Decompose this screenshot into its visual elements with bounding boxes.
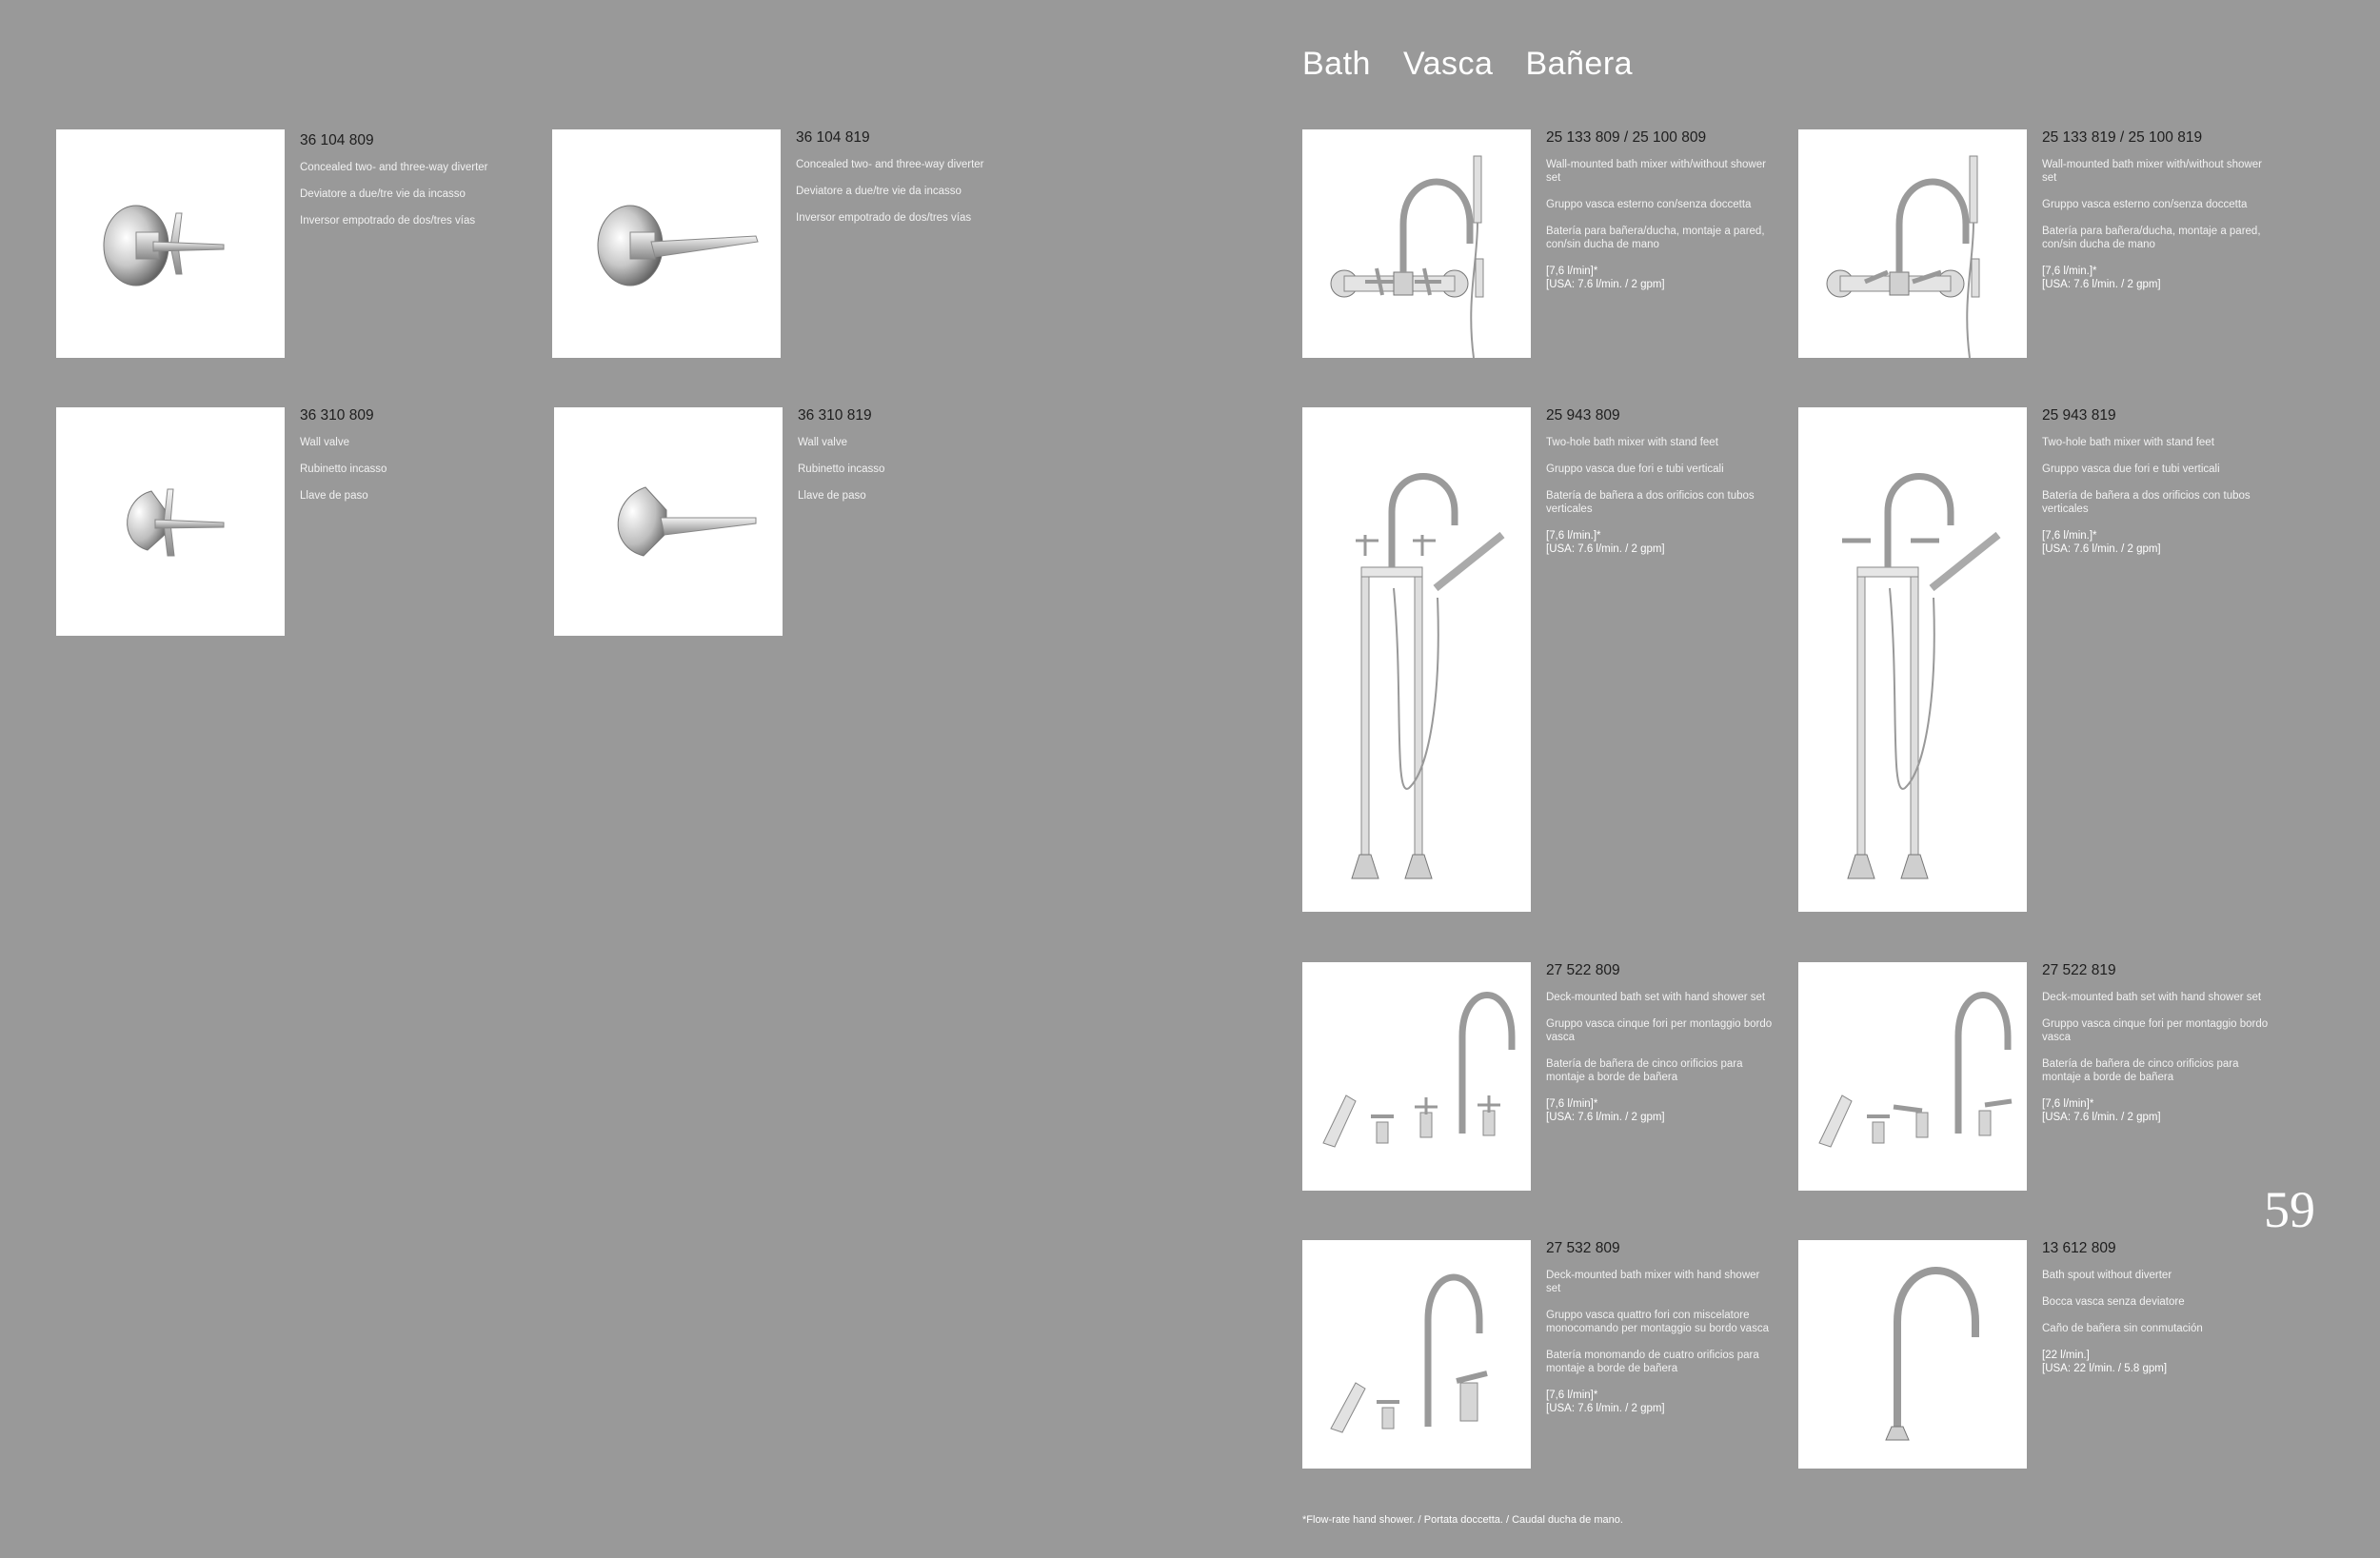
deck-bath-set-lever-icon <box>1798 962 2027 1191</box>
product-code: 27 522 819 <box>2042 962 2116 978</box>
description-spanish: Batería de bañera a dos orificios con tubos verticales <box>1546 490 1755 515</box>
flow-rate-usa: [USA: 7.6 l/min. / 2 gpm] <box>2042 543 2161 555</box>
description-spanish: Batería de bañera a dos orificios con tubos verticales <box>2042 490 2251 515</box>
description-english: Deck-mounted bath mixer with hand shower set <box>1546 1270 1760 1294</box>
product-code: 25 133 809 / 25 100 809 <box>1546 129 1707 146</box>
flow-rate-metric: [7,6 l/min]* <box>1546 1390 1598 1401</box>
freestanding-bath-mixer-lever-icon <box>1798 407 2027 912</box>
flow-rate <box>1546 1389 1775 1415</box>
flow-rate-metric: [7,6 l/min.]* <box>2042 530 2097 542</box>
flow-rate-usa: [USA: 22 l/min. / 5.8 gpm] <box>2042 1363 2168 1374</box>
description-spanish: Batería monomando de cuatro orificios para montaje a borde de bañera <box>1546 1350 1759 1374</box>
flow-rate-usa: [USA: 7.6 l/min. / 2 gpm] <box>1546 1403 1665 1414</box>
description-italian: Gruppo vasca quattro fori con miscelatore monocomando per montaggio su bordo vasca <box>1546 1310 1769 1334</box>
description-italian: Rubinetto incasso <box>798 463 885 475</box>
description-italian: Gruppo vasca esterno con/senza doccetta <box>2042 199 2248 210</box>
deck-bath-set-cross-icon <box>1302 962 1531 1191</box>
flow-rate-usa: [USA: 7.6 l/min. / 2 gpm] <box>1546 543 1665 555</box>
description-italian: Bocca vasca senza deviatore <box>2042 1296 2185 1308</box>
description-english: Wall valve <box>300 437 349 448</box>
flow-rate <box>2042 1349 2271 1375</box>
page-number: 59 <box>2264 1181 2315 1238</box>
description-spanish: Llave de paso <box>300 490 368 502</box>
flow-rate-usa: [USA: 7.6 l/min. / 2 gpm] <box>1546 279 1665 290</box>
product-code: 36 104 809 <box>300 132 374 148</box>
flow-rate-metric: [7,6 l/min.]* <box>2042 266 2097 277</box>
footnote: *Flow-rate hand shower. / Portata doccetta. / Caudal ducha de mano. <box>1302 1514 1623 1526</box>
flow-rate-metric: [7,6 l/min]* <box>1546 1098 1598 1110</box>
description-italian: Gruppo vasca due fori e tubi verticali <box>1546 463 1724 475</box>
diverter-lever-handle-icon <box>552 129 781 358</box>
flow-rate-metric: [7,6 l/min]* <box>1546 266 1598 277</box>
flow-rate <box>1546 529 1775 556</box>
description-english: Two-hole bath mixer with stand feet <box>2042 437 2214 448</box>
description-spanish: Inversor empotrado de dos/tres vías <box>300 215 476 227</box>
description-english: Wall valve <box>798 437 847 448</box>
freestanding-bath-mixer-cross-icon <box>1302 407 1531 912</box>
title-english: Bath <box>1302 46 1371 82</box>
title-spanish: Bañera <box>1525 46 1634 82</box>
description-italian: Rubinetto incasso <box>300 463 387 475</box>
deck-bath-mixer-single-lever-icon <box>1302 1240 1531 1469</box>
flow-rate <box>2042 1097 2271 1124</box>
page-title <box>1302 46 1665 83</box>
flow-rate <box>2042 265 2271 291</box>
description-italian: Gruppo vasca due fori e tubi verticali <box>2042 463 2220 475</box>
description-english: Concealed two- and three-way diverter <box>300 162 488 173</box>
product-code: 25 943 809 <box>1546 407 1620 424</box>
description-italian: Gruppo vasca cinque fori per montaggio bordo vasca <box>1546 1018 1773 1043</box>
description-spanish: Caño de bañera sin conmutación <box>2042 1323 2203 1334</box>
description-english: Concealed two- and three-way diverter <box>796 159 984 170</box>
flow-rate-metric: [7,6 l/min.]* <box>1546 530 1601 542</box>
description-italian: Deviatore a due/tre vie da incasso <box>796 186 962 197</box>
bath-spout-icon <box>1798 1240 2027 1469</box>
description-spanish: Llave de paso <box>798 490 866 502</box>
product-code: 27 532 809 <box>1546 1240 1620 1256</box>
product-code: 25 943 819 <box>2042 407 2116 424</box>
wall-valve-cross-handle-icon <box>56 407 285 636</box>
description-english: Bath spout without diverter <box>2042 1270 2172 1281</box>
wall-bath-mixer-lever-icon <box>1798 129 2027 358</box>
description-spanish: Batería para bañera/ducha, montaje a pared, con/sin ducha de mano <box>2042 226 2261 250</box>
product-code: 36 310 819 <box>798 407 872 424</box>
flow-rate-usa: [USA: 7.6 l/min. / 2 gpm] <box>1546 1112 1665 1123</box>
description-english: Deck-mounted bath set with hand shower set <box>2042 992 2262 1003</box>
flow-rate <box>1546 1097 1775 1124</box>
description-spanish: Batería para bañera/ducha, montaje a pared, con/sin ducha de mano <box>1546 226 1765 250</box>
title-italian: Vasca <box>1402 46 1494 82</box>
product-code: 27 522 809 <box>1546 962 1620 978</box>
wall-valve-lever-handle-icon <box>554 407 783 636</box>
description-english: Deck-mounted bath set with hand shower set <box>1546 992 1766 1003</box>
product-code: 36 104 819 <box>796 129 870 146</box>
description-italian: Gruppo vasca esterno con/senza doccetta <box>1546 199 1752 210</box>
flow-rate-metric: [7,6 l/min]* <box>2042 1098 2094 1110</box>
flow-rate-metric: [22 l/min.] <box>2042 1350 2090 1361</box>
description-spanish: Inversor empotrado de dos/tres vías <box>796 212 972 224</box>
description-italian: Deviatore a due/tre vie da incasso <box>300 188 466 200</box>
description-spanish: Batería de bañera de cinco orificios para montaje a borde de bañera <box>1546 1058 1743 1083</box>
description-english: Wall-mounted bath mixer with/without shower set <box>2042 159 2262 184</box>
description-italian: Gruppo vasca cinque fori per montaggio bordo vasca <box>2042 1018 2269 1043</box>
product-code: 13 612 809 <box>2042 1240 2116 1256</box>
flow-rate <box>2042 529 2271 556</box>
flow-rate-usa: [USA: 7.6 l/min. / 2 gpm] <box>2042 1112 2161 1123</box>
product-code: 25 133 819 / 25 100 819 <box>2042 129 2203 146</box>
description-spanish: Batería de bañera de cinco orificios para montaje a borde de bañera <box>2042 1058 2239 1083</box>
product-code: 36 310 809 <box>300 407 374 424</box>
diverter-cross-handle-icon <box>56 129 285 358</box>
flow-rate <box>1546 265 1775 291</box>
wall-bath-mixer-cross-icon <box>1302 129 1531 358</box>
description-english: Wall-mounted bath mixer with/without shower set <box>1546 159 1766 184</box>
flow-rate-usa: [USA: 7.6 l/min. / 2 gpm] <box>2042 279 2161 290</box>
description-english: Two-hole bath mixer with stand feet <box>1546 437 1718 448</box>
